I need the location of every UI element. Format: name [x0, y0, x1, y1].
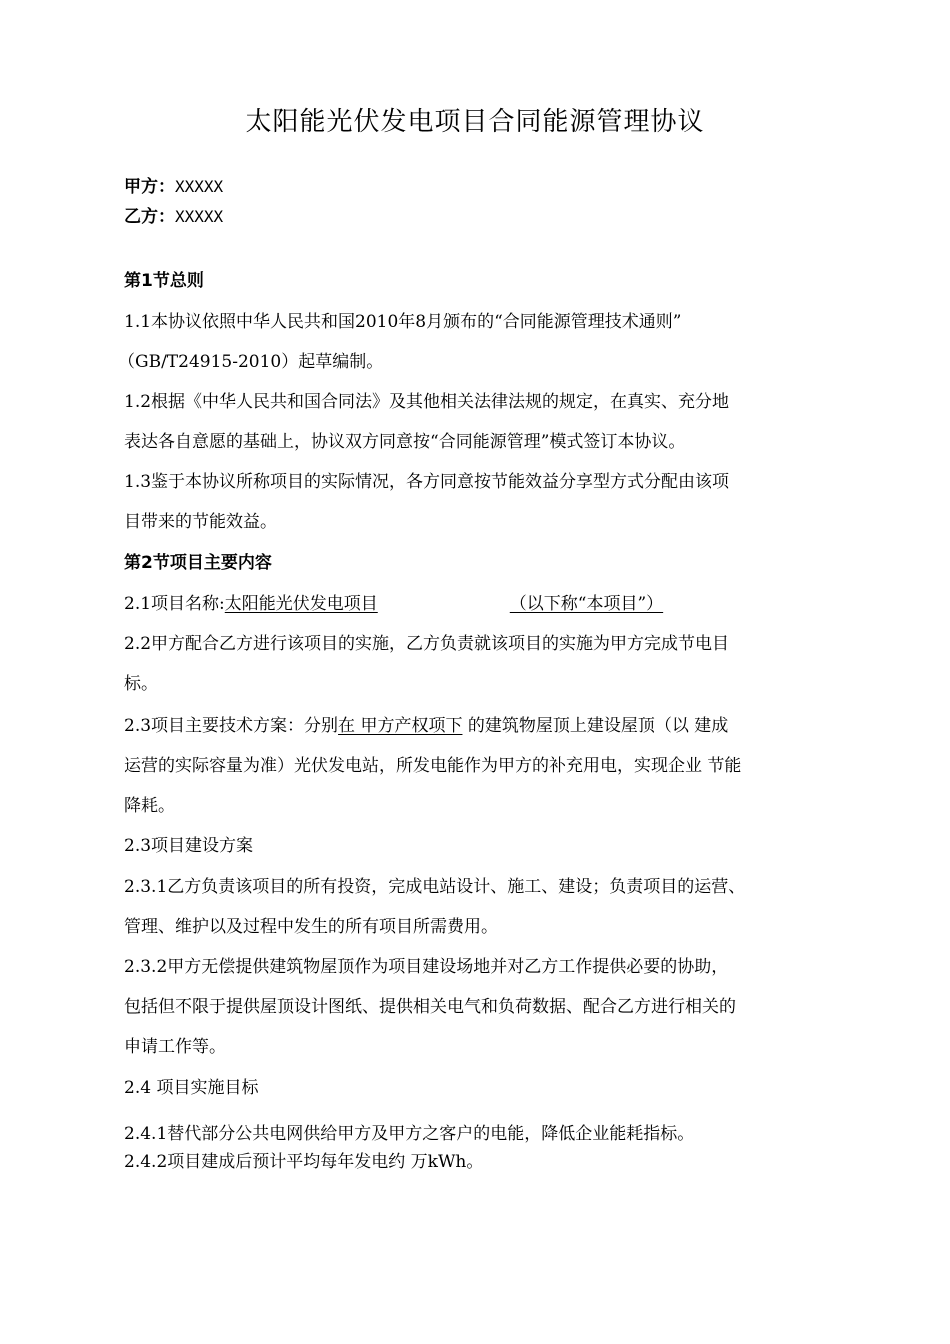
- section-1-heading: 第1节总则: [124, 271, 204, 291]
- clause-2-4-title: 2.4 项目实施目标: [124, 1078, 259, 1098]
- party-a-label: 甲方：: [124, 177, 175, 197]
- clause-1-3-line-2: 目带来的节能效益。: [124, 512, 277, 532]
- party-b-label: 乙方：: [124, 207, 175, 227]
- clause-1-3-line-1: 1.3鉴于本协议所称项目的实际情况，各方同意按节能效益分享型方式分配由该项: [124, 472, 730, 492]
- clause-2-3-2-line-2: 包括但不限于提供屋顶设计图纸、提供相关电气和负荷数据、配合乙方进行相关的: [124, 997, 736, 1017]
- clause-2-3-part-c: 的建筑物屋顶上建设屋顶（以 建成: [462, 716, 729, 736]
- clause-1-1-line-1: 1.1本协议依照中华人民共和国2010年8月颁布的“合同能源管理技术通则”: [124, 312, 682, 332]
- clause-2-3-1-line-2: 管理、维护以及过程中发生的所有项目所需费用。: [124, 917, 498, 937]
- party-a-value: XXXXX: [175, 177, 224, 196]
- clause-2-3-1-line-1: 2.3.1乙方负责该项目的所有投资，完成电站设计、施工、建设；负责项目的运营、: [124, 877, 746, 897]
- project-name-text: 太阳能光伏发电项目: [224, 594, 378, 614]
- clause-2-1-prefix: 2.1项目名称:: [124, 594, 225, 614]
- clause-1-1-line-2: （GB/T24915-2010）起草编制。: [118, 352, 384, 372]
- document-title: 太阳能光伏发电项目合同能源管理协议: [245, 107, 705, 137]
- clause-2-3-2-line-3: 申请工作等。: [124, 1037, 226, 1057]
- clause-2-3-part-a: 2.3项目主要技术方案：分别: [124, 716, 339, 736]
- project-name: [225, 594, 663, 614]
- party-b-value: XXXXX: [175, 207, 224, 226]
- clause-1-2-line-1: 1.2根据《中华人民共和国合同法》及其他相关法律法规的规定，在真实、充分地: [124, 392, 730, 412]
- clause-2-3-underlined: 在 甲方产权项下: [338, 716, 463, 736]
- clause-2-4-2: 2.4.2项目建成后预计平均每年发电约 万kWh。: [124, 1152, 484, 1172]
- clause-2-3-line-1: [124, 715, 728, 737]
- clause-2-2-line-1: 2.2甲方配合乙方进行该项目的实施，乙方负责就该项目的实施为甲方完成节电目: [124, 634, 730, 654]
- party-a-line: [124, 176, 223, 198]
- clause-2-3-build-title: 2.3项目建设方案: [124, 836, 254, 856]
- clause-2-3-2-line-1: 2.3.2甲方无偿提供建筑物屋顶作为项目建设场地并对乙方工作提供必要的协助，: [124, 957, 729, 977]
- clause-2-1: [124, 593, 663, 615]
- section-2-heading: 第2节项目主要内容: [124, 553, 272, 573]
- clause-2-4-1: 2.4.1替代部分公共电网供给甲方及甲方之客户的电能，降低企业能耗指标。: [124, 1124, 695, 1144]
- project-alias: （以下称“本项目”）: [509, 594, 664, 614]
- clause-1-2-line-2: 表达各自意愿的基础上，协议双方同意按“合同能源管理”模式签订本协议。: [124, 432, 686, 452]
- clause-2-3-line-2: 运营的实际容量为准）光伏发电站，所发电能作为甲方的补充用电，实现企业 节能: [124, 756, 742, 776]
- clause-2-2-line-2: 标。: [124, 674, 158, 694]
- clause-2-3-line-3: 降耗。: [124, 796, 175, 816]
- party-b-line: [124, 206, 223, 228]
